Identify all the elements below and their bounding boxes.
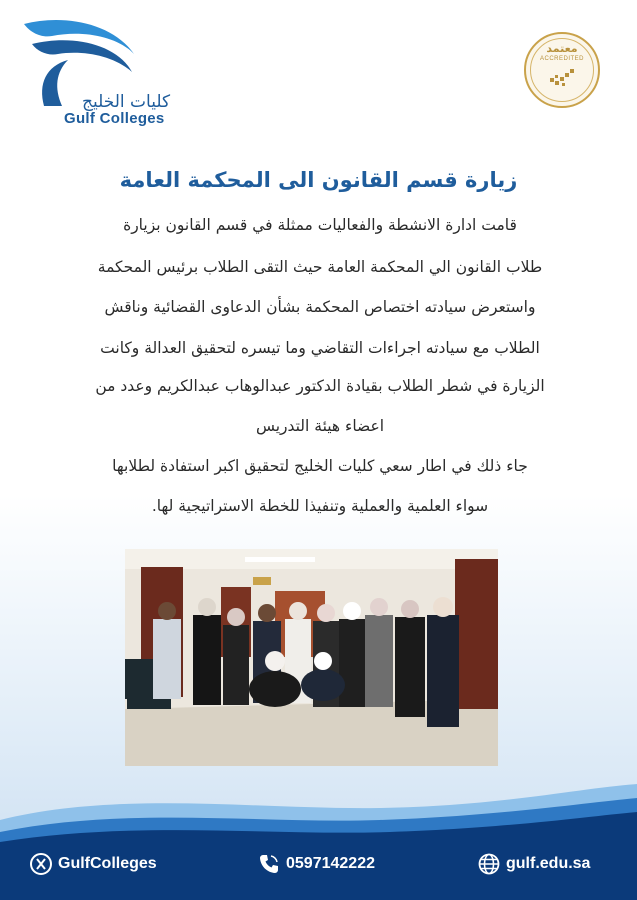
article-title: زيارة قسم القانون الى المحكمة العامة <box>119 168 518 192</box>
body-line: سواء العلمية والعملية وتنفيذا للخطة الاستراتيجية لها. <box>151 497 489 515</box>
group-photo-image <box>125 549 498 766</box>
footer-waves <box>0 780 637 900</box>
footer-website[interactable] <box>478 852 590 876</box>
body-line: قامت ادارة الانشطة والفعاليات ممثلة في قسم القانون بزيارة <box>123 216 517 234</box>
phone-icon <box>258 853 280 875</box>
website-url: gulf.edu.sa <box>506 855 591 872</box>
seal-english-text: ACCREDITED <box>539 56 584 62</box>
body-line: طلاب القانون الي المحكمة العامة حيث التقى الطلاب برئيس المحكمة <box>97 258 543 276</box>
logo-english-text: Gulf Colleges <box>64 110 165 127</box>
body-line: الزيارة في شطر الطلاب بقيادة الدكتور عبدالوهاب عبدالكريم وعدد من <box>95 377 545 395</box>
gulf-colleges-logo <box>22 14 172 127</box>
social-handle: GulfColleges <box>58 855 157 872</box>
phone-number: 0597142222 <box>286 855 375 872</box>
globe-icon <box>478 853 500 875</box>
x-logo-icon <box>30 853 52 875</box>
logo-arabic-text: كليات الخليج <box>82 92 171 112</box>
footer-social[interactable] <box>30 852 157 876</box>
accreditation-mark-icon <box>548 68 576 90</box>
seal-arabic-text: معتمد <box>546 42 578 55</box>
body-line: اعضاء هيئة التدريس <box>255 417 385 435</box>
group-photo <box>125 549 498 766</box>
footer-phone[interactable] <box>258 852 375 876</box>
body-line: الطلاب مع سيادته اجراءات التقاضي وما تيسره لتحقيق العدالة وكانت <box>100 339 540 357</box>
body-line: واستعرض سيادته اختصاص المحكمة بشأن الدعاوى القضائية وناقش <box>104 298 536 316</box>
body-line: جاء ذلك في اطار سعي كليات الخليج لتحقيق اكبر استفادة لطلابها <box>112 457 528 475</box>
accreditation-seal <box>524 32 600 108</box>
